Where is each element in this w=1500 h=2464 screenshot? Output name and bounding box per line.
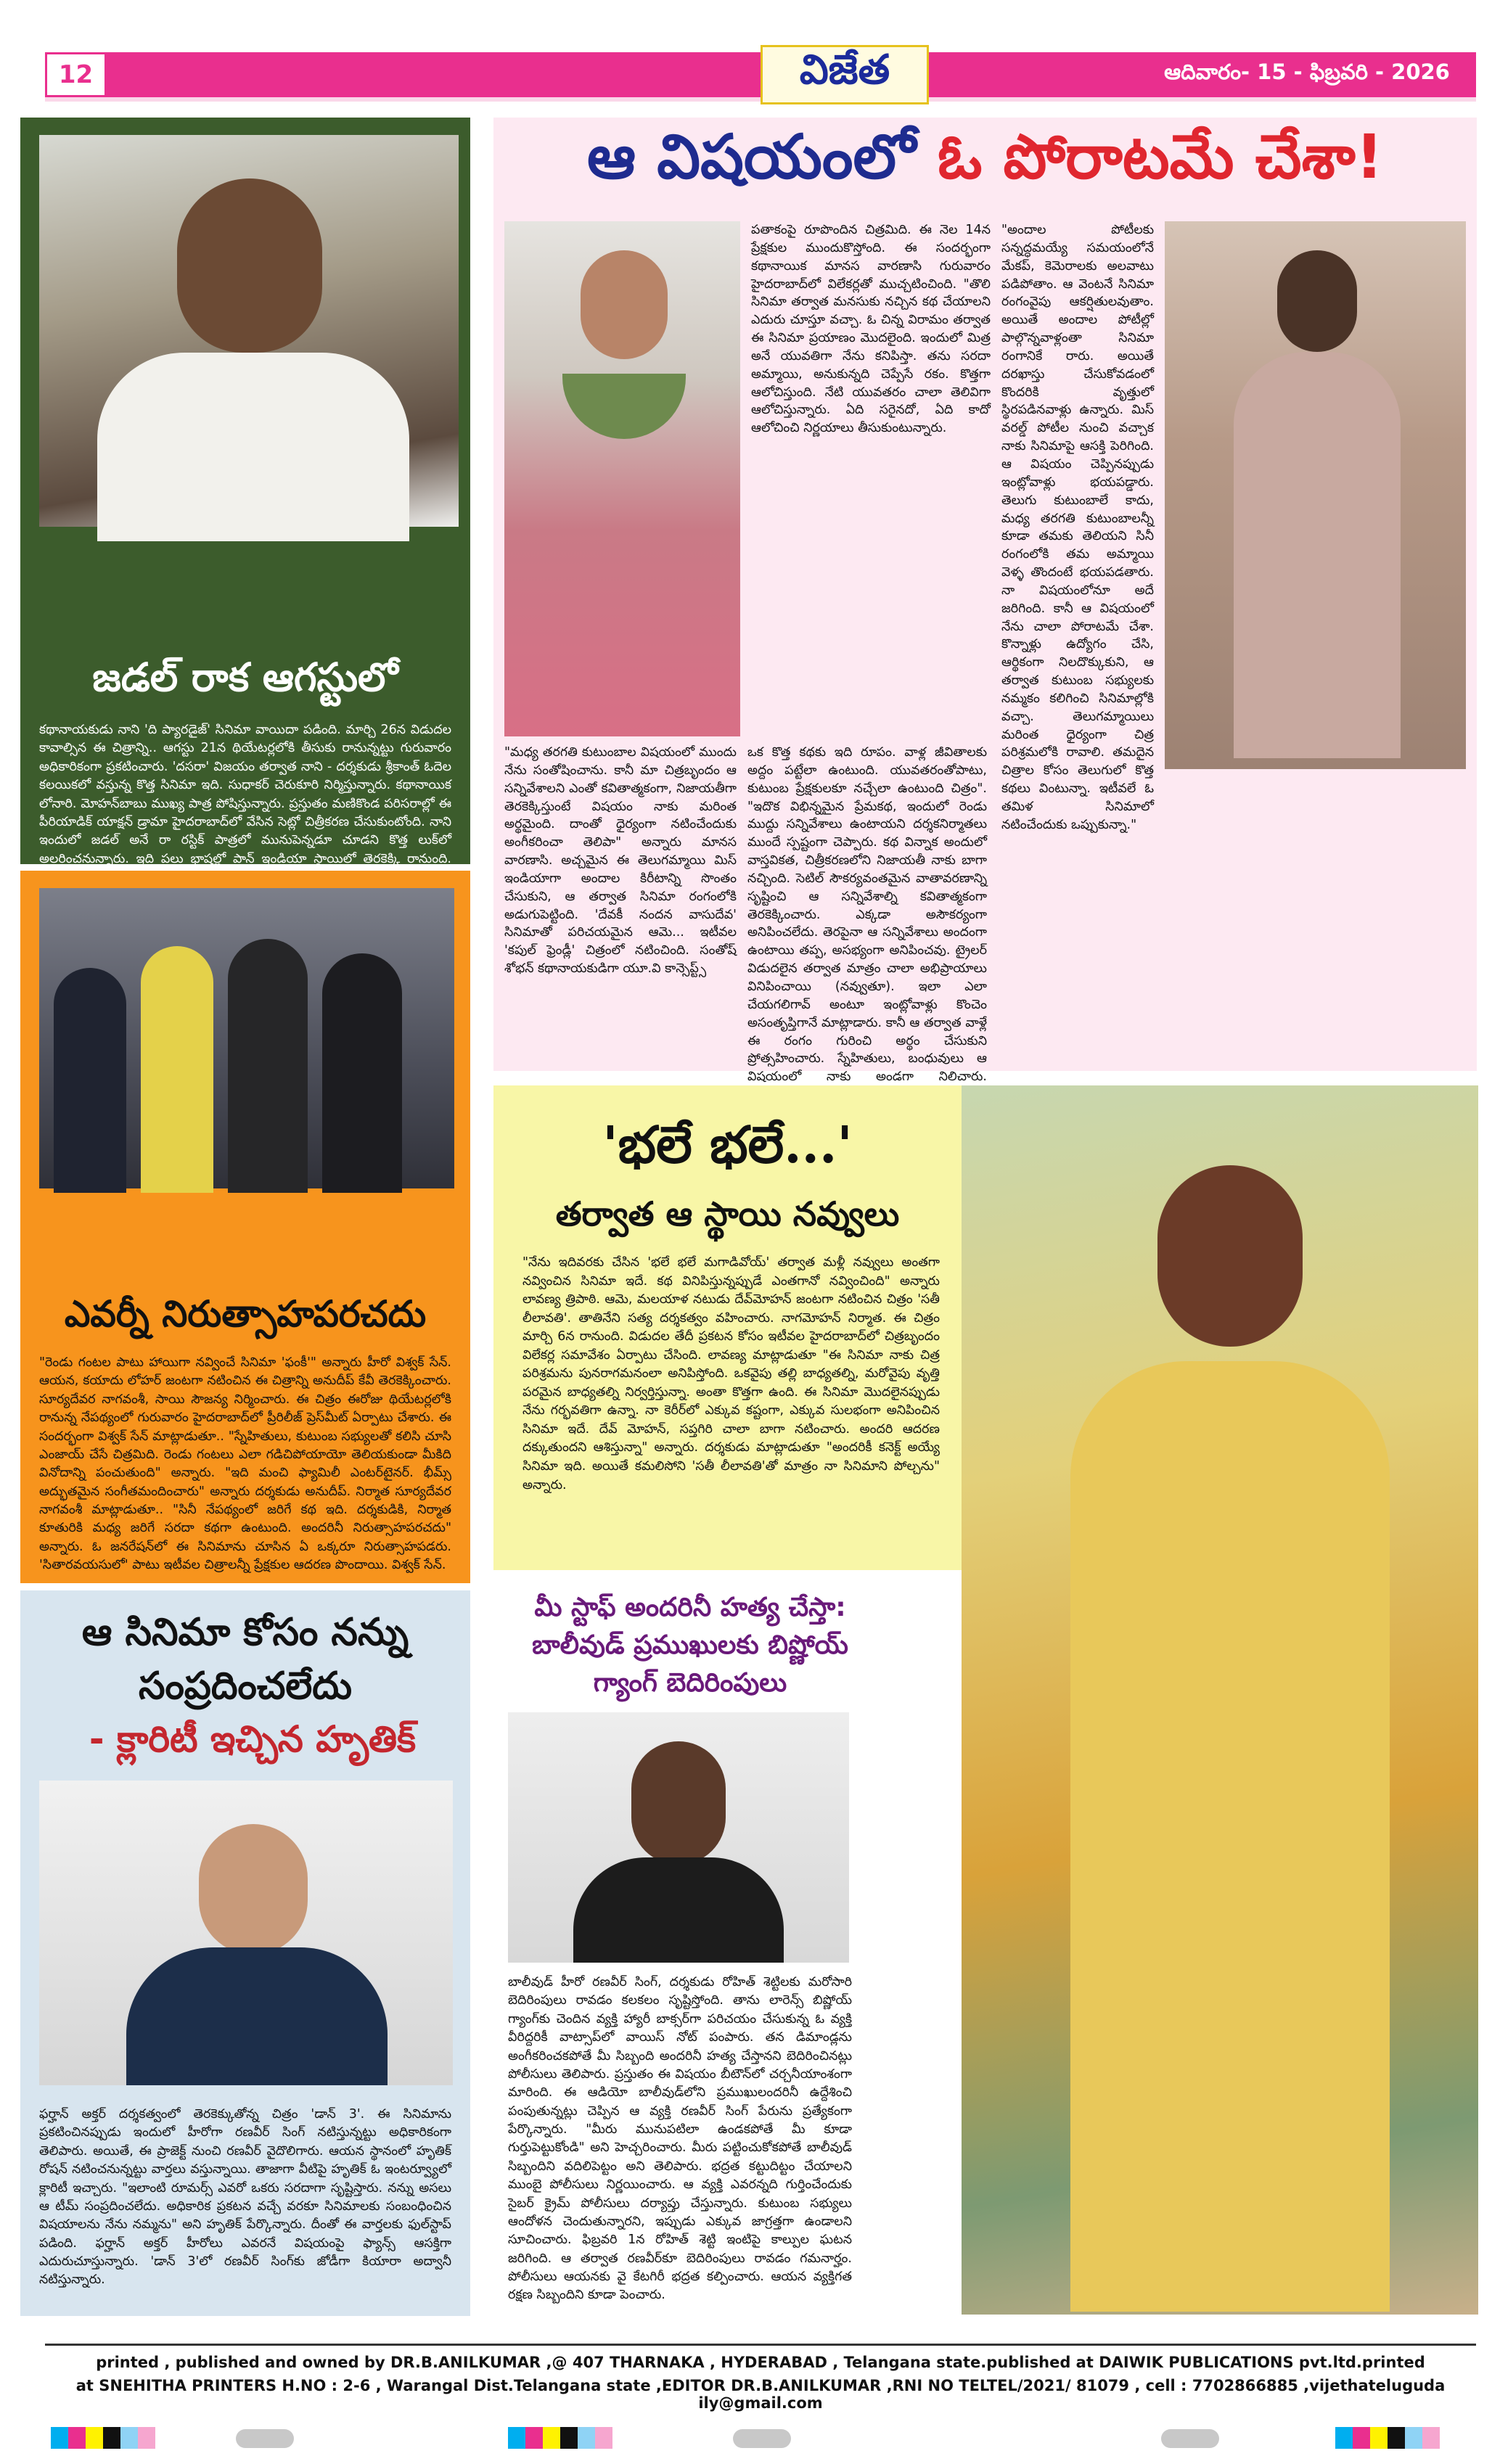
footer-rule [45,2344,1476,2346]
article-body: "రెండు గంటల పాటు హాయిగా నవ్వించే సినిమా 'ఫంకీ'" అన్నారు హీరో విశ్వక్ సేన్. ఆయన, కయాదు లోహర్ జంటగా నటించిన ఈ చిత్రాన్ని అనుదీప్ కేవీ తెరకెక్కించారు. సూర్యదేవర నాగవంశీ, సాయి సౌజన్య నిర్మించారు. ఈ చిత్రం ఈరోజు థియేటర్లలోకి రానున్న నేపథ్యంలో గురువారం హైదరాబాద్‌లో ప్రీరిలీజ్ ప్రెస్‌మీట్ ఏర్పాటు చేశారు. ఈ సందర్భంగా విశ్వక్ సేన్ మాట్లాడుతూ.. "స్నేహితులు, కుటుంబ సభ్యులతో కలిసి చూసి ఎంజాయ్ చేసే చిత్రమిది. రెండు గంటలు ఎలా గడిచిపోయాయో తెలియకుండా మీకిది వినోదాన్ని పంచుతుంది" అన్నారు. "ఇది మంచి ఫ్యామిలీ ఎంటర్‌టైనర్. భీమ్స్ అద్భుతమైన సంగీతమందించారు" అన్నారు దర్శకుడు అనుదీప్. నిర్మాత సూర్యదేవర నాగవంశీ మాట్లాడుతూ.. "సినీ నేపథ్యంలో జరిగే కథ ఇది. దర్శకుడికి, నిర్మాత కూతురికి మధ్య జరిగే సరదా కథగా ఉంటుంది. అందరినీ నిరుత్సాహపరచదు" అన్నారు. ఓ జనరేషన్‌లో ఈ సినిమాను చూసిన ఏ ఒక్కరూ నిరుత్సాహపడరు. 'సితారవయసులో' పాటు ఇటీవల చిత్రాలన్నీ ప్రేక్షకుల ఆదరణ పొందాయి. విశ్వక్ సేన్. [39,1355,451,1573]
group-figure-1 [54,968,126,1193]
group-figure-3 [228,939,308,1193]
portrait-head-shape [581,250,668,359]
article-body: "నేను ఇదివరకు చేసిన 'భలే భలే మగాడివోయ్' తర్వాత మళ్లీ నవ్వులు అంతగా నవ్వించిన సినిమా ఇదే. కథ వినిపిస్తున్నప్పుడే ఎంతగానో నవ్వించింది" అన్నారు లావణ్య త్రిపాఠి. ఆమె, మలయాళ నటుడు దేవ్‌మోహన్ జంటగా నటించిన చిత్రం 'సతీ లీలావతి'. తాతినేని సత్య దర్శకత్వం వహించారు. నాగమోహన్ నిర్మాత. ఈ చిత్రం మార్చి 6న రానుంది. విడుదల తేదీ ప్రకటన కోసం ఇటీవల హైదరాబాద్‌లో చిత్రబృందం విలేకర్ల సమావేశం ఏర్పాటు చేసింది. లావణ్య మాట్లాడుతూ "ఈ సినిమా నాకు చిత్ర పరిశ్రమను పునరాగమనంలా అనిపిస్తోంది. ఒకవైపు తల్లి బాధ్యతల్ని, మరోవైపు వృత్తి పరమైన బాధ్యతల్ని నిర్వర్తిస్తున్నా. అంతా కొత్తగా ఉంది. ఈ సినిమా మొదలైనప్పుడు నేను గర్భవతిగా ఉన్నా. నా కెరీర్‌లో ఎక్కువ కష్టంగా, ఎక్కువ సులభంగా అనిపించిన సినిమా ఇదే. దేవ్ మోహన్, సప్తగిరి చాలా బాగా నటించారు. అందరి ఆదరణ దక్కుతుందని ఆశిస్తున్నా" అన్నారు. దర్శకుడు మాట్లాడుతూ "అందరికీ కనెక్ట్ అయ్యే సినిమా ఇది. అయితే కమలిసోని 'సతీ లీలావతి'తో మాత్రం నా సినిమాని పోల్చను" అన్నారు. [522,1255,940,1492]
registration-bar-left [51,2427,155,2449]
page-number: 12 [45,52,107,97]
main-col2: ఒక కొత్త కథకు ఇది రూపం. వాళ్ల జీవితాలకు అద్దం పట్టేలా ఉంటుంది. యువతరంతోపాటు, కుటుంబ ప్రేక్షకులకూ నచ్చేలా ఉంటుంది చిత్రం". "ఇదొక విభిన్నమైన ప్రేమకథ, ఇందులో రెండు ముద్దు సన్నివేశాలు ఉంటాయని దర్శకనిర్మాతలు ముందే స్పష్టంగా చెప్పారు. కథ విన్నాక అందులో వాస్తవికత, చిత్రీకరణలోని నిజాయతీ నాకు బాగా నచ్చింది. సెటిల్ సౌకర్యవంతమైన వాతావరణాన్ని సృష్టించి ఆ సన్నివేశాల్ని కవితాత్మకంగా తెరకెక్కించారు. ఎక్కడా అసౌకర్యంగా అనిపించలేదు. తెరపైనా ఆ సన్నివేశాలు అందంగా ఉంటాయి తప్ప, అసభ్యంగా అనిపించవు. ట్రైలర్ విడుదలైన తర్వాత మాత్రం చాలా అభిప్రాయాలు వినిపించాయి (నవ్వుతూ). ఇలా ఎలా చేయగలిగావ్ అంటూ ఇంట్లోవాళ్లు కొంచెం అసంతృప్తిగానే మాట్లాడారు. కానీ ఆ తర్వాత వాళ్లే ఈ రంగం గురించి అర్థం చేసుకుని ప్రోత్సహించారు. స్నేహితులు, బంధువులు ఆ విషయంలో నాకు అండగా నిలిచారు. [747,745,987,1085]
main-headline [493,118,1477,210]
footer-line1: printed , published and owned by DR.B.ANILKUMAR ,@ 407 THARNAKA , HYDERABAD , Telangana state.published at DAIWIK PUBLICATIONS pvt.ltd.printed [96,2354,1425,2371]
portrait-head-shape [199,1824,308,1955]
article-lavanya-section [493,1085,962,1570]
portrait-body-shape [1234,352,1401,758]
necklace-shape [562,374,686,439]
article-title: జడల్ రాక ఆగస్టులో [92,654,398,700]
portrait-body-shape [97,353,409,541]
portrait-head-shape [1277,250,1357,352]
photo-nani [39,135,459,527]
registration-bar-right [1335,2427,1440,2449]
article-title-line1: ఆ సినిమా కోసం నన్ను [81,1611,409,1654]
headline-part2: ఓ పోరాటమే చేశా! [937,120,1384,192]
article-title-line2: సంప్రదించలేదు [138,1664,352,1708]
photo-manasa-saree [1165,221,1466,769]
registration-oval-1 [236,2429,294,2448]
photo-manasa-pink [504,221,740,736]
portrait-body-shape [1070,1361,1390,2312]
article-funky-section [20,871,470,1583]
article-body: కథానాయకుడు నాని 'ది ప్యారడైజ్' సినిమా వాయిదా పడింది. మార్చి 26న విడుదల కావాల్సిన ఈ చిత్రాన్ని.. ఆగస్టు 21న థియేటర్లలోకి తీసుకు రానున్నట్టు గురువారం అధికారికంగా ప్రకటించారు. 'దసరా' విజయం తర్వాత నాని - దర్శకుడు శ్రీకాంత్ ఓదెల కలయికలో వస్తున్న కొత్త సినిమా ఇది. సుధాకర్ చెరుకూరి నిర్మిస్తున్నారు. కథానాయిక లోనారి. మోహన్‌బాబు ముఖ్య పాత్ర పోషిస్తున్నారు. ప్రస్తుతం మణికొండ పరిసరాల్లో ఈ పీరియాడిక్ యాక్షన్ డ్రామా హైదరాబాద్‌లో వేసిన సెట్లో చిత్రీకరణ చేసుకుంటోంది. నాని ఇందులో జడల్ అనే రా రస్టిక్ పాత్రలో మునుపెన్నడూ చూడని కొత్త లుక్‌లో అలరించనున్నారు. ఇది పలు భాషల్లో పాన్ ఇండియా స్థాయిలో తెరకెక్కి రానుంది. [39,723,451,866]
main-col4 [1165,776,1466,1063]
main-col3-text: "అందాల పోటీలకు సన్నద్ధమయ్యే సమయంలోనే మేకప్, కెమెరాలకు అలవాటు పడిపోతాం. ఆ వెంటనే సినిమా రంగంవైపు ఆకర్షితులవుతాం. అయితే అందాల పోటీల్లో పాల్గొన్నవాళ్లంతా సినిమా రంగానికే రారు. అయితే దరఖాస్తు చేసుకోవడంలో కొందరికి వృత్తులో స్థిరపడినవాళ్లు ఉన్నారు. మిస్ వరల్డ్ పోటీల నుంచి వచ్చాక నాకు సినిమాపై ఆసక్తి పెరిగింది. ఆ విషయం చెప్పినప్పుడు ఇంట్లోవాళ్లు భయపడ్డారు. తెలుగు కుటుంబాలే కాదు, మధ్య తరగతి కుటుంబాలన్నీ కూడా తమకు తెలియని సినీ రంగంలోకి తమ అమ్మాయి వెళ్ళ తొందంటే భయపడతారు. నా విషయంలోనూ అదే జరిగింది. కానీ ఆ విషయంలో నేను చాలా పోరాటమే చేశా. కొన్నాళ్లు ఉద్యోగం చేసి, ఆర్థికంగా నిలదొక్కుకుని, ఆ తర్వాత కుటుంబ సభ్యులకు నమ్మకం కలిగించి సినిమాల్లోకి వచ్చా. తెలుగమ్మాయిలు మరింత ధైర్యంగా చిత్ర పరిశ్రమలోకి రావాలి. తమదైన చిత్రాల కోసం తెలుగులో కొత్త కథలు వింటున్నా. ఇటీవలే ఓ తమిళ సినిమాలో నటించేందుకు ఒప్పుకున్నా." [1001,223,1154,832]
portrait-body-shape [126,1947,388,2085]
portrait-head-shape [631,1741,726,1865]
registration-oval-3 [1161,2429,1219,2448]
article-title: ఎవర్నీ నిరుత్సాహపరచదు [64,1293,427,1335]
main-col1-bottom: "మధ్య తరగతి కుటుంబాల విషయంలో ముందు నేను సంతోషించాను. కానీ మా చిత్రబృందం ఆ సన్నివేశాలని ఎంతో కవితాత్మకంగా, నిజాయతీగా తెరకెక్కిస్తుంటే విషయం నాకు మరింత అర్థమైంది. దాంతో ధైర్యంగా నటించేందుకు అంగీకరించా తెలిపా" అన్నారు మానస వారణాసి. అచ్చమైన ఈ తెలుగమ్మాయి మిస్ ఇండియాగా అందాల కిరీటాన్ని సొంతం చేసుకుని, ఆ తర్వాత సినిమా రంగంలోకి అడుగుపెట్టింది. 'దేవకీ నందన వాసుదేవ' సినిమాతో పరిచయమైన ఆమె... ఇటీవల 'కపుల్ ఫ్రెండ్లీ' చిత్రంలో నటించింది. సంతోష్ శోభన్ కథానాయకుడిగా యూ.వి కాన్సెప్ట్స్ [504,745,737,977]
photo-hrithik [39,1781,453,2085]
headline-part1: ఆ విషయంలో [586,120,916,192]
photo-funky-team [39,888,454,1188]
article-quote-title: 'భలే భలే...' [602,1114,853,1175]
article-subtitle: తర్వాత ఆ స్థాయి నవ్వులు [555,1194,900,1233]
main-col3-top [1001,221,1154,1063]
photo-lavanya [962,1085,1478,2315]
footer-line2: at SNEHITHA PRINTERS H.NO : 2-6 , Warangal Dist.Telangana state ,EDITOR DR.B.ANILKUMAR ,RNI NO TELTEL/2021/ 81079 , cell : 7702866885 ,vijethateluguda​ily@gmail.com [75,2377,1446,2412]
group-figure-2 [141,946,213,1193]
article-ranveer-section [493,1589,856,2315]
article-nani-section [20,118,470,864]
newspaper-logo: విజేత [761,45,929,104]
group-figure-4 [322,953,402,1193]
portrait-head-shape [1157,1165,1303,1347]
main-article-body [493,210,1477,1085]
article-title: మీ స్టాఫ్ అందరినీ హత్య చేస్తా: బాలీవుడ్ ప్రముఖులకు బిష్ణోయ్ గ్యాంగ్ బెదిరింపులు [532,1593,848,1699]
portrait-head-shape [177,178,322,353]
main-col1-top: పతాకంపై రూపొందిన చిత్రమిది. ఈ నెల 14న ప్రేక్షకుల ముందుకొస్తోంది. ఈ సందర్భంగా కథానాయిక మానస వారణాసి గురువారం హైదరాబాద్‌లో విలేకర్లతో ముచ్చటించింది. "తొలి సినిమా తర్వాత మనసుకు నచ్చిన కథ చేయాలని ఎదురు చూస్తూ వచ్చా. ఓ చిన్న విరామం తర్వాత ఈ సినిమా ప్రయాణం మొదలైంది. ఇందులో మిత్ర అనే యువతిగా నేను కనిపిస్తా. తను సరదా అమ్మాయి, అనుకున్నది చెప్పేసే రకం. కొత్తగా ఆలోచిస్తుంది. నేటి యువతరం చాలా తెలివిగా ఆలోచిస్తున్నారు. ఏది సరైనదో, ఏది కాదో ఆలోచించి నిర్ణయాలు తీసుకుంటున్నారు. [751,223,991,436]
article-hrithik-section [20,1590,470,2316]
issue-date: ఆదివారం- 15 - ఫిబ్రవరి - 2026 [1138,52,1476,97]
article-title-line3: - క్లారిటీ ఇచ్చిన హృతిక్ [89,1718,417,1760]
registration-oval-2 [733,2429,791,2448]
registration-bar-mid [508,2427,612,2449]
photo-ranveer [508,1712,849,1963]
article-body: బాలీవుడ్ హీరో రణవీర్ సింగ్, దర్శకుడు రోహిత్ శెట్టిలకు మరోసారి బెదిరింపులు రావడం కలకలం సృష్టిస్తోంది. తాను లారెన్స్ బిష్ణోయ్ గ్యాంగ్‌కు చెందిన వ్యక్తి హ్యారీ బాక్సర్‌గా పరిచయం చేసుకున్న ఓ వ్యక్తి వీరిద్దరికీ వాట్సాప్‌లో వాయిస్ నోట్ పంపారు. తన డిమాండ్లను అంగీకరించకపోతే మీ సిబ్బంది అందరినీ హత్య చేస్తానని బెదిరించినట్లు పోలీసులు తెలిపారు. ప్రస్తుతం ఈ విషయం బీటౌన్‌లో చర్చనీయాంశంగా మారింది. ఈ ఆడియో బాలీవుడ్‌లోని ప్రముఖులందరినీ ఉద్దేశించి పంపుతున్నట్లు చెప్పిన ఆ వ్యక్తి రణవీర్ సింగ్ పేరును ప్రత్యేకంగా పేర్కొన్నారు. "మీరు మునుపటిలా ఉండకపోతే మీ కూడా గుర్తుపెట్టుకోండి" అని హెచ్చరించారు. మీరు పట్టించుకోకపోతే బాలీవుడ్ సిబ్బందిని వదిలిపెట్టం అని తెలిపారు. భద్రత కట్టుదిట్టం చేయాలని ముంబై పోలీసులు నిర్ణయించారు. ఆ వ్యక్తి ఎవరన్నది గుర్తించేందుకు సైబర్ క్రైమ్ పోలీసులు దర్యాప్తు చేస్తున్నారు. కుటుంబ సభ్యులు ఆందోళన చెందుతున్నారని, ఇప్పుడు ఎక్కువ జాగ్రత్తగా ఉండాలని సూచించారు. ఫిబ్రవరి 1న రోహిత్ శెట్టి ఇంటిపై కాల్పుల ఘటన జరిగింది. ఆ తర్వాత రణవీర్‌కూ బెదిరింపులు రావడం గమనార్హం. పోలీసులు ఆయనకు వై కేటగిరీ భద్రత కల్పించారు. ఆయన వ్యక్తిగత రక్షణ సిబ్బందిని కూడా పెంచారు. [508,1975,852,2303]
portrait-body-shape [573,1857,784,1963]
article-body: ఫర్హాన్ అక్తర్ దర్శకత్వంలో తెరకెక్కుతోన్న చిత్రం 'డాన్ 3'. ఈ సినిమాను ప్రకటించినప్పుడు ఇందులో హీరోగా రణవీర్ సింగ్ నటిస్తున్నట్టు అధికారికంగా తెలిపారు. అయితే, ఈ ప్రాజెక్ట్ నుంచి రణవీర్ వైదొలిగారు. ఆయన స్థానంలో హృతిక్ రోషన్ నటించనున్నట్టు వార్తలు వస్తున్నాయి. తాజాగా వీటిపై హృతిక్ ఓ ఇంటర్వ్యూలో క్లారిటీ ఇచ్చారు. "ఇలాంటి రూమర్స్ ఎవరో ఒకరు సరదాగా సృష్టిస్తారు. నన్ను అసలు ఆ టీమ్ సంప్రదించలేదు. అధికారిక ప్రకటన వచ్చే వరకూ సినిమాలకు సంబంధించిన విషయాలను నేను నమ్మను" అని హృతిక్ పేర్కొన్నారు. దీంతో ఈ వార్తలకు ఫుల్‌స్టాప్ పడింది. ఫర్హాన్ అక్తర్ హీరోలు ఎవరనే విషయంపై ఫ్యాన్స్ ఆసక్తిగా ఎదురుచూస్తున్నారు. 'డాన్ 3'లో రణవీర్ సింగ్‌కు జోడీగా కియారా అద్వానీ నటిస్తున్నారు. [39,2107,451,2288]
